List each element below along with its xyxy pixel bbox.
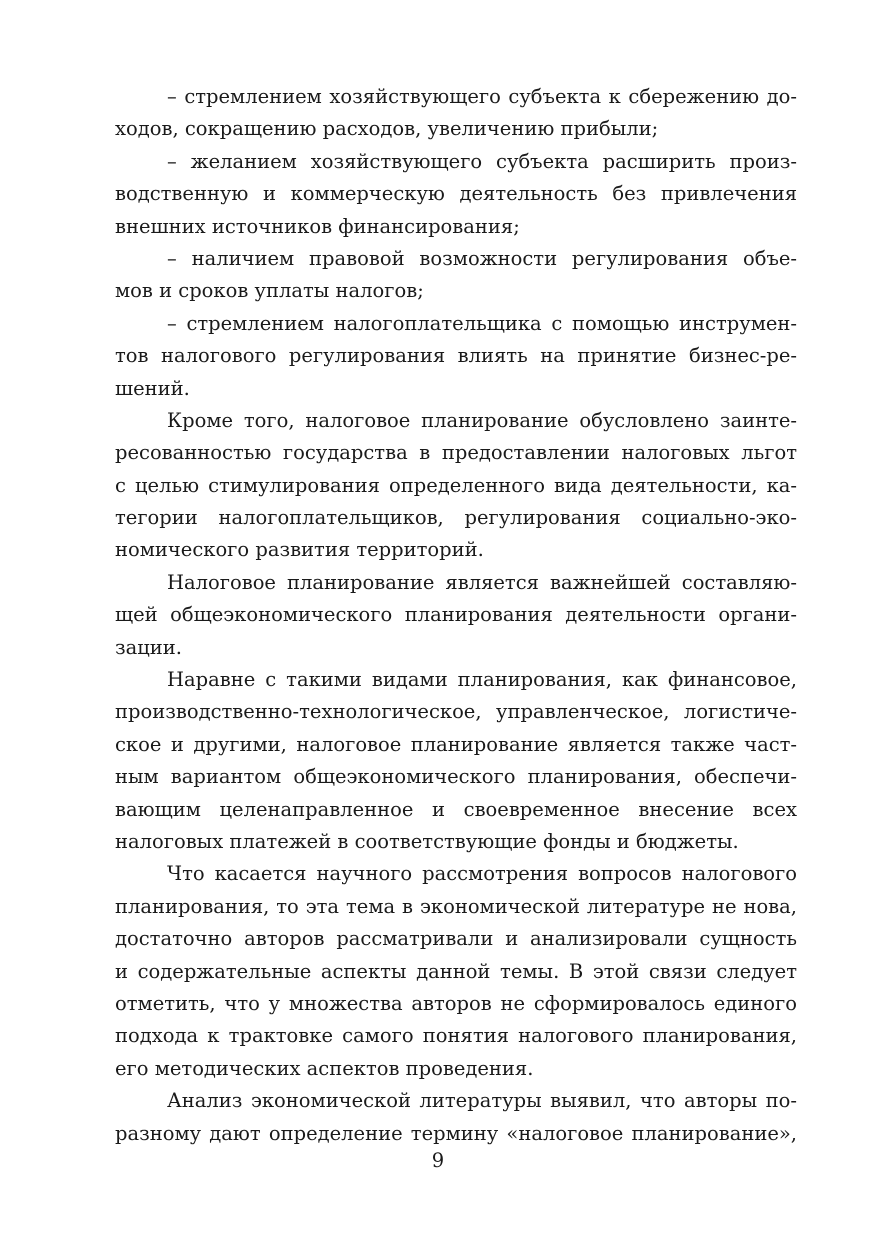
- text-line: – наличием правовой возможности регулирования объе-: [167, 246, 797, 270]
- page-number: 9: [431, 1149, 445, 1172]
- text-line: его методических аспектов проведения.: [115, 1056, 534, 1080]
- text-line: ское и другими, налоговое планирование является также част-: [115, 732, 797, 756]
- text-line: – стремлением хозяйствующего субъекта к сбережению до-: [167, 85, 797, 108]
- text-line: ным вариантом общеэкономического планирования, обеспечи-: [115, 765, 797, 789]
- text-line: – желанием хозяйствующего субъекта расширить произ-: [167, 149, 797, 173]
- text-line: планирования, то эта тема в экономической литературе не нова,: [115, 894, 797, 918]
- text-line: Что касается научного рассмотрения вопросов налогового: [167, 862, 797, 886]
- text-line: производственно-технологическое, управленческое, логистиче-: [115, 700, 797, 724]
- text-line: тов налогового регулирования влиять на принятие бизнес-ре-: [115, 344, 797, 368]
- text-line: Анализ экономической литературы выявил, что авторы по-: [167, 1089, 797, 1113]
- page-body: [115, 81, 797, 1150]
- text-line: ходов, сокращению расходов, увеличению прибыли;: [115, 117, 659, 141]
- text-line: зации.: [115, 635, 182, 659]
- text-line: разному дают определение термину «налоговое планирование»,: [115, 1121, 797, 1145]
- text-line: ресованностью государства в предоставлении налоговых льгот: [115, 441, 797, 465]
- text-line: Кроме того, налоговое планирование обусловлено заинте-: [167, 408, 797, 432]
- text-line: с целью стимулирования определенного вида деятельности, ка-: [115, 473, 797, 497]
- text-line: шений.: [115, 376, 190, 400]
- text-line: водственную и коммерческую деятельность без привлечения: [115, 182, 797, 206]
- text-line: мов и сроков уплаты налогов;: [115, 279, 424, 303]
- text-line: вающим целенаправленное и своевременное внесение всех: [115, 797, 797, 821]
- text-line: отметить, что у множества авторов не сформировалось единого: [115, 991, 797, 1015]
- text-line: внешних источников финансирования;: [115, 214, 520, 238]
- text-line: щей общеэкономического планирования деятельности органи-: [115, 603, 797, 627]
- text-line: и содержательные аспекты данной темы. В этой связи следует: [115, 959, 797, 983]
- text-line: номического развития территорий.: [115, 538, 484, 562]
- text-line: Налоговое планирование является важнейшей составляю-: [167, 570, 797, 594]
- text-line: тегории налогоплательщиков, регулирования социально-эко-: [115, 506, 797, 530]
- text-line: Наравне с такими видами планирования, как финансовое,: [167, 668, 797, 692]
- text-line: – стремлением налогоплательщика с помощью инструмен-: [167, 311, 797, 335]
- text-line: достаточно авторов рассматривали и анализировали сущность: [115, 927, 797, 951]
- text-line: подхода к трактовке самого понятия налогового планирования,: [115, 1024, 797, 1048]
- text-line: налоговых платежей в соответствующие фонды и бюджеты.: [115, 829, 739, 853]
